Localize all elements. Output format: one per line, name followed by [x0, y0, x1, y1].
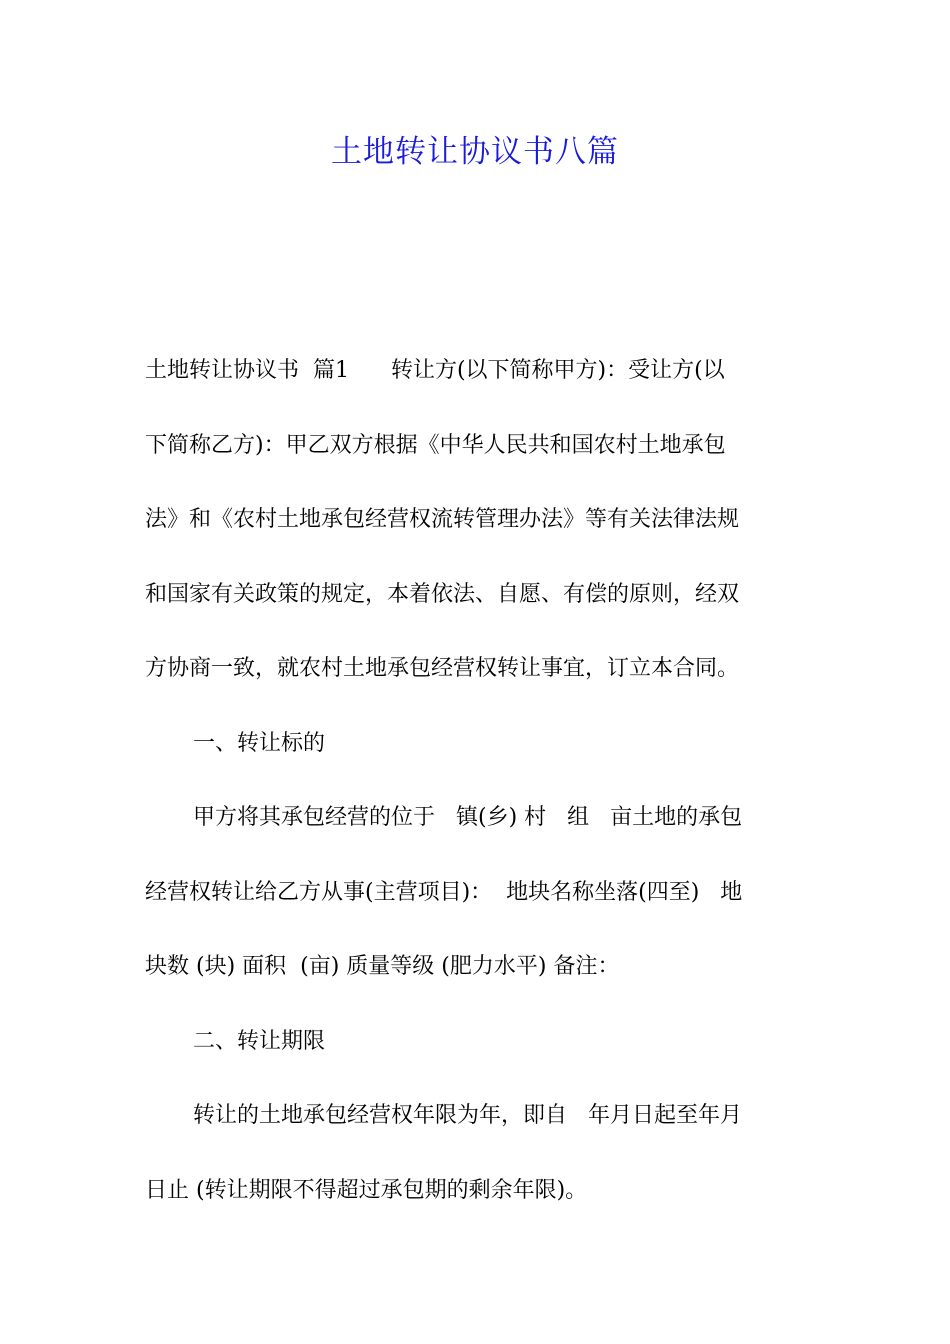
body-line-8: 经营权转让给乙方从事(主营项目)： 地块名称坐落(四至) 地: [145, 879, 743, 905]
body-line-7: 甲方将其承包经营的位于 镇(乡) 村 组 亩土地的承包: [193, 805, 743, 830]
body-line-2: 下简称乙方)：甲乙双方根据《中华人民共和国农村土地承包: [145, 432, 726, 458]
document-title: 土地转让协议书八篇: [331, 134, 619, 170]
section-heading-1: 一、转让标的: [193, 730, 326, 756]
body-line-12: 日止 (转让期限不得超过承包期的剩余年限)。: [145, 1177, 588, 1203]
body-line-11: 转让的土地承包经营权年限为年，即自 年月日起至年月: [193, 1103, 742, 1128]
body-line-4: 和国家有关政策的规定，本着依法、自愿、有偿的原则，经双: [145, 581, 740, 607]
body-line-1: 土地转让协议书 篇1 转让方(以下简称甲方)：受让方(以: [145, 358, 725, 383]
document-body: [145, 334, 807, 1228]
body-line-5: 方协商一致，就农村土地承包经营权转让事宜，订立本合同。: [145, 656, 740, 681]
body-line-3: 法》和《农村土地承包经营权流转管理办法》等有关法律法规: [145, 507, 740, 532]
body-line-9: 块数 (块) 面积 (亩) 质量等级 (肥力水平) 备注：: [145, 954, 620, 979]
section-heading-2: 二、转让期限: [193, 1028, 326, 1054]
